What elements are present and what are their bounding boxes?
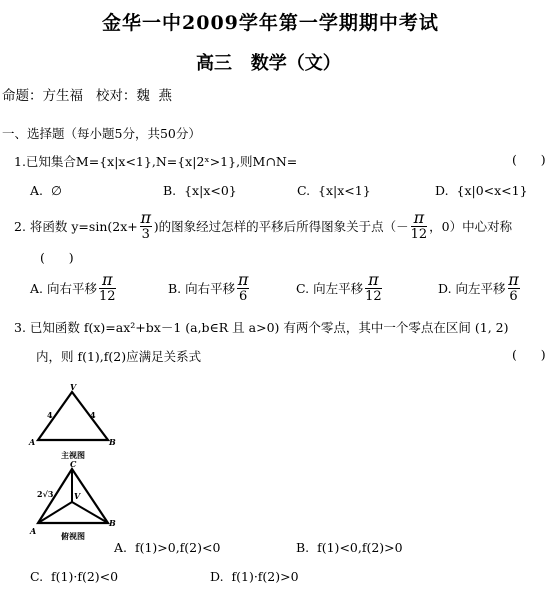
front-view-a-label: A bbox=[29, 437, 36, 447]
q2-fraction-1 bbox=[140, 210, 152, 241]
question-3-option-a: A. f(1)>0,f(2)<0 bbox=[114, 540, 221, 555]
front-view-right-length: 4 bbox=[90, 410, 96, 420]
q2-option-c-label: C. 向左平移 bbox=[296, 280, 364, 296]
q2-option-a-label: A. 向右平移 bbox=[30, 280, 97, 296]
section-heading: 一、选择题（每小题5分，共50分） bbox=[2, 126, 201, 141]
question-1-option-c: C. {x|x<1} bbox=[297, 183, 371, 198]
q2-option-a-num: π bbox=[102, 270, 113, 289]
q2-prefix: 2. 将函数 y=sin(2x+ bbox=[14, 218, 138, 234]
q2-option-b-label: B. 向右平移 bbox=[168, 280, 236, 296]
top-view-c-label: C bbox=[70, 459, 77, 469]
question-2-option-a bbox=[30, 272, 118, 303]
question-2-blank: ( ) bbox=[40, 250, 74, 265]
question-1-stem: 1.已知集合M={x|x<1},N={x|2ˣ>1},则M∩N= bbox=[14, 154, 298, 169]
top-view-v-label: V bbox=[74, 491, 81, 501]
top-view-edge-vc bbox=[72, 502, 108, 523]
q2-option-c-den: 12 bbox=[365, 289, 382, 304]
q2-option-d-num: π bbox=[508, 270, 519, 289]
q2-option-c-num: π bbox=[368, 270, 379, 289]
question-2-option-d bbox=[438, 272, 522, 303]
q2-fraction-2-den: 12 bbox=[410, 227, 428, 242]
q2-option-d-den: 6 bbox=[509, 289, 518, 304]
q2-mid: )的图象经过怎样的平移后所得图象关于点（－ bbox=[153, 218, 409, 234]
question-2-option-c bbox=[296, 272, 384, 303]
question-1-option-b: B. {x|x<0} bbox=[163, 183, 237, 198]
q2-option-b-den: 6 bbox=[239, 289, 248, 304]
question-1-option-a: A. ∅ bbox=[30, 183, 62, 198]
q2-fraction-2-num: π bbox=[413, 208, 425, 227]
question-3-option-d: D. f(1)·f(2)>0 bbox=[210, 569, 299, 584]
q2-fraction-1-num: π bbox=[140, 208, 151, 227]
q2-option-a-den: 12 bbox=[98, 289, 116, 304]
exam-subtitle: 高三 数学（文） bbox=[196, 53, 341, 74]
front-view-b-label: B bbox=[109, 437, 116, 447]
front-view-caption: 主视图 bbox=[61, 450, 85, 460]
question-3-line-2: 内，则 f(1),f(2)应满足关系式 bbox=[36, 349, 202, 364]
top-view-edge-vb bbox=[38, 502, 72, 523]
question-3-option-c: C. f(1)·f(2)<0 bbox=[30, 569, 119, 584]
q2-fraction-1-den: 3 bbox=[141, 227, 150, 242]
question-2-option-b bbox=[168, 272, 251, 303]
top-view-b-label: B bbox=[109, 518, 116, 528]
top-view-length-label: 2√3 bbox=[37, 489, 54, 499]
front-view-v-label: V bbox=[70, 382, 77, 392]
question-3-line-1: 3. 已知函数 f(x)=ax²+bx－1 (a,b∈R 且 a>0) 有两个零点，其中一个零点在区间 (1, 2) bbox=[14, 320, 509, 335]
top-view-caption: 俯视图 bbox=[61, 531, 85, 541]
question-3-blank: ( ) bbox=[512, 347, 546, 362]
front-view-left-length: 4 bbox=[47, 410, 53, 420]
top-view-a-label: A bbox=[30, 526, 37, 536]
q2-fraction-2 bbox=[411, 210, 428, 241]
three-view-figure bbox=[28, 382, 118, 550]
question-3-option-b: B. f(1)<0,f(2)>0 bbox=[296, 540, 403, 555]
question-1-option-d: D. {x|0<x<1} bbox=[435, 183, 528, 198]
q2-option-b-num: π bbox=[237, 270, 249, 289]
question-2-stem bbox=[14, 210, 512, 241]
question-1-blank: ( ) bbox=[512, 152, 546, 167]
q2-suffix: ，0）中心对称 bbox=[429, 218, 513, 234]
q2-option-d-label: D. 向左平移 bbox=[438, 280, 506, 296]
exam-staff: 命题：方生福 校对：魏 燕 bbox=[2, 88, 172, 104]
exam-title: 金华一中2009学年第一学期期中考试 bbox=[102, 12, 439, 34]
